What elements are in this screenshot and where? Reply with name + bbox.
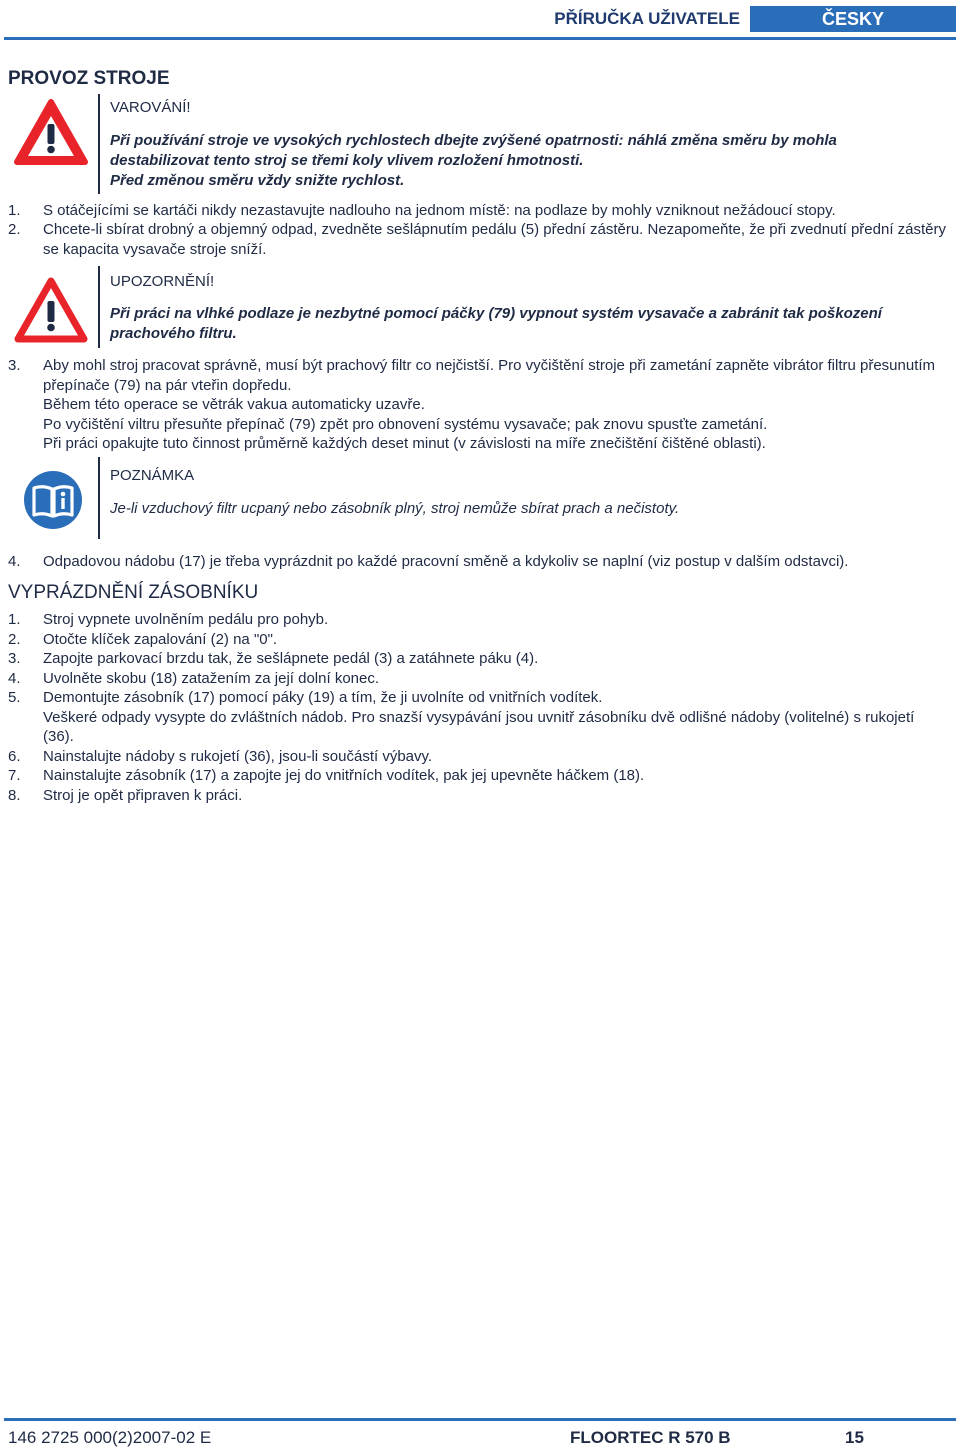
manual-title: PŘÍRUČKA UŽIVATELE (554, 9, 740, 28)
list-item: 8. Stroj je opět připraven k práci. (8, 787, 243, 804)
list-item: 3. Zapojte parkovací brzdu tak, že sešlápnete pedál (3) a zatáhnete páku (4). (8, 650, 539, 667)
note-bar (98, 457, 100, 539)
list-item: 4. Uvolněte skobu (18) zatažením za její dolní konec. (8, 670, 380, 687)
note-label: POZNÁMKA (110, 467, 195, 484)
list-item: 2. Chcete-li sbírat drobný a objemný odpad, zvedněte sešlápnutím pedálu (5) přední zástěru. Nezapomeňte, že při zvednutí přední zástěry se kapacita vysavače stroje sníží. (8, 221, 947, 258)
footer-divider (4, 1418, 956, 1421)
caution-text: Při práci na vlhké podlaze je nezbytné pomocí páčky (79) vypnout systém vysavače a zabránit tak poškození prachového filtru. (110, 305, 882, 342)
list-item: 6. Nainstalujte nádoby s rukojetí (36), jsou-li součástí výbavy. (8, 748, 433, 765)
list-item: 1. S otáčejícími se kartáči nikdy nezastavujte nadlouho na jednom místě: na podlaze by mohly vzniknout nežádoucí stopy. (8, 202, 836, 219)
language-badge: ČESKY (750, 6, 956, 32)
model-name: FLOORTEC R 570 B (570, 1428, 731, 1447)
note-text: Je-li vzduchový filtr ucpaný nebo zásobník plný, stroj nemůže sbírat prach a nečistoty. (110, 500, 680, 517)
list-item: 5. Demontujte zásobník (17) pomocí páky (19) a tím, že ji uvolníte od vnitřních vodítek. Veškeré odpady vysypte do zvláštních nádob. Pro snazší vysypávání jsou uvnitř zásobníku dvě odlišné nádoby (volitelné) s rukojetí (36). (8, 689, 915, 745)
warning-triangle-icon (14, 98, 88, 166)
caution-triangle-icon (14, 276, 88, 344)
page-number: 15 (845, 1428, 864, 1447)
section-title-operation: PROVOZ STROJE (8, 68, 170, 89)
list-item: 7. Nainstalujte zásobník (17) a zapojte jej do vnitřních vodítek, pak jej upevněte háčkem (18). (8, 767, 645, 784)
warning-text: Při používání stroje ve vysokých rychlostech dbejte zvýšené opatrnosti: náhlá změna směru by mohla destabilizovat tento stroj se třemi koly vlivem rozložení hmotnosti. (110, 132, 837, 169)
caution-bar (98, 266, 100, 348)
list-item: 3. Aby mohl stroj pracovat správně, musí být prachový filtr co nejčistší. Pro vyčištění stroje při zametání zapněte vibrátor filtru přesunutím přepínače (79) na pár vteřin dopředu. Během této operace se větrák vakua automaticky uzavře. Po vyčištění viltru přesuňte přepínač (79) zpět pro obnovení systému vysavače; pak znovu spusťte zametání. Při práci opakujte tuto činnost průměrně každých deset minut (v závislosti na míře znečištění čištěné oblasti). (8, 356, 948, 456)
warning-text-2: Před změnou směru vždy snižte rychlost. (110, 172, 405, 189)
list-item: 2. Otočte klíček zapalování (2) na "0". (8, 631, 278, 648)
item3-line: Během této operace se větrák vakua automaticky uzavře. (43, 396, 425, 413)
item3-line: Při práci opakujte tuto činnost průměrně každých deset minut (v závislosti na míře znečištění čištěné oblasti). (43, 435, 766, 452)
header-divider (4, 37, 956, 40)
warning-label: VAROVÁNÍ! (110, 99, 191, 116)
list-item: 4. Odpadovou nádobu (17) je třeba vyprázdnit po každé pracovní směně a kdykoliv se naplní (viz postup v dalším odstavci). (8, 553, 849, 570)
manual-book-icon (24, 470, 82, 530)
caution-label: UPOZORNĚNÍ! (110, 273, 215, 290)
item3-line: Aby mohl stroj pracovat správně, musí být prachový filtr co nejčistší. Pro vyčištění stroje při zametání zapněte vibrátor filtru přesunutím přepínače (79) na pár vteřin dopředu. (43, 357, 936, 394)
list-item: 1. Stroj vypnete uvolněním pedálu pro pohyb. (8, 611, 329, 628)
warning-bar (98, 94, 100, 194)
item3-line: Po vyčištění viltru přesuňte přepínač (79) zpět pro obnovení systému vysavače; pak znovu spusťte zametání. (43, 415, 768, 433)
section-title-emptying: VYPRÁZDNĚNÍ ZÁSOBNÍKU (8, 582, 259, 603)
document-code: 146 2725 000(2)2007-02 E (8, 1428, 212, 1447)
